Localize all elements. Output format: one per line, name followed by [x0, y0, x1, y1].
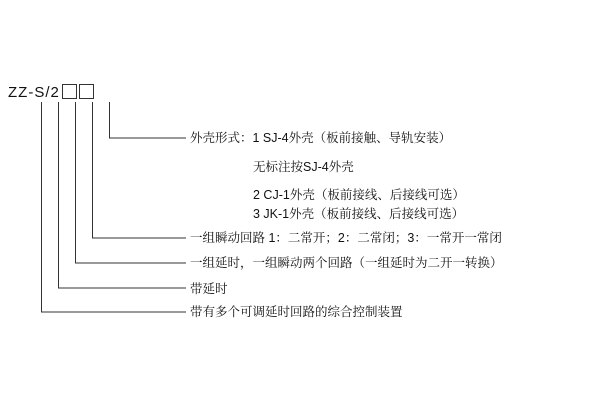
device-description-line: 带有多个可调延时回路的综合控制装置 — [190, 305, 403, 319]
delay-group-line: 一组延时，一组瞬动两个回路（一组延时为二开一转换） — [190, 256, 503, 270]
housing-option-3-line: 3 JK-1外壳（板前接线、后接线可选） — [253, 207, 465, 221]
instant-circuit-line: 一组瞬动回路 1：二常开；2：二常闭；3：一常开一常闭 — [190, 231, 502, 245]
housing-option-2-line: 2 CJ-1外壳（板前接线、后接线可选） — [253, 188, 465, 202]
model-code-text: ZZ-S/2 — [8, 84, 60, 101]
housing-note-line: 无标注按SJ-4外壳 — [253, 160, 354, 174]
housing-form-line: 外壳形式：1 SJ-4外壳（板前接触、导轨安装） — [190, 131, 452, 145]
delay-line: 带延时 — [190, 282, 228, 296]
